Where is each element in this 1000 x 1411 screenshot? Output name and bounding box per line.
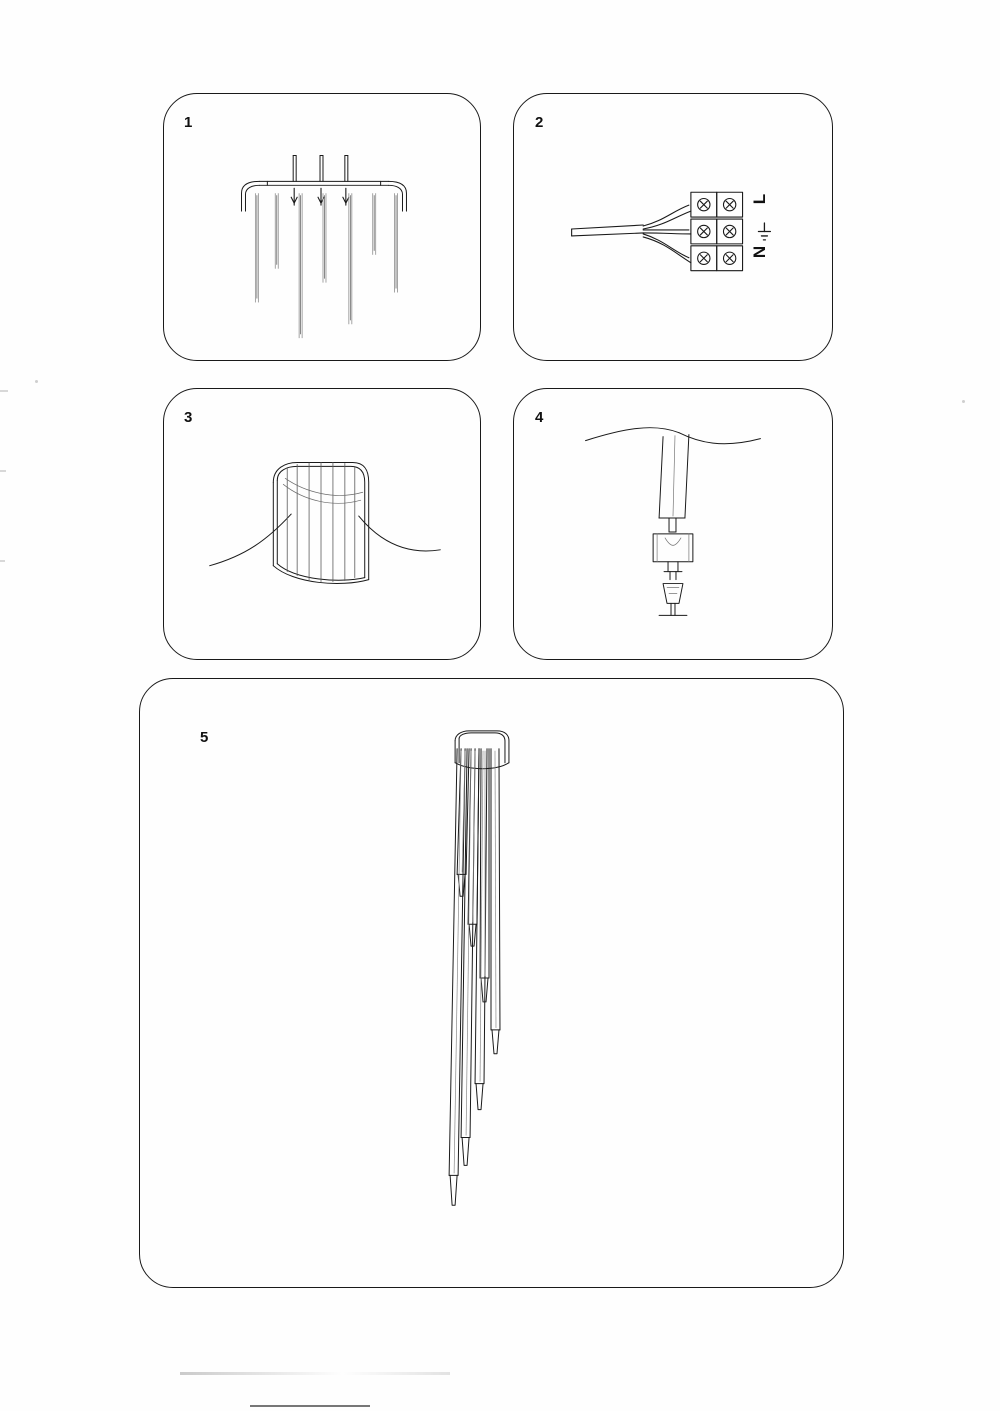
scan-artifact (180, 1372, 450, 1375)
panel-finished-installation (139, 678, 844, 1288)
panel-terminal-block-wiring (513, 93, 833, 361)
scan-artifact (250, 1405, 370, 1407)
panel-number: 5 (200, 729, 209, 746)
canopy-illustration (164, 389, 480, 659)
panel-number: 2 (535, 114, 544, 131)
scan-artifact (0, 470, 6, 472)
pendant-assembly-illustration (514, 389, 832, 659)
panel-mounting-plate-and-cables (163, 93, 481, 361)
panel-number: 1 (184, 114, 193, 131)
panel-canopy-fitting (163, 388, 481, 660)
panel-pendant-assembly (513, 388, 833, 660)
scan-artifact (962, 400, 965, 403)
scan-artifact (0, 390, 8, 392)
panel-number: 3 (184, 409, 193, 426)
finished-fixture-illustration (140, 679, 843, 1287)
terminal-label-live: L (750, 193, 769, 205)
panel-number: 4 (535, 409, 544, 426)
scan-artifact (0, 560, 5, 562)
mounting-plate-illustration (164, 94, 480, 360)
scan-artifact (35, 380, 38, 383)
terminal-label-neutral: N (750, 245, 769, 259)
terminal-block-illustration (514, 94, 832, 360)
